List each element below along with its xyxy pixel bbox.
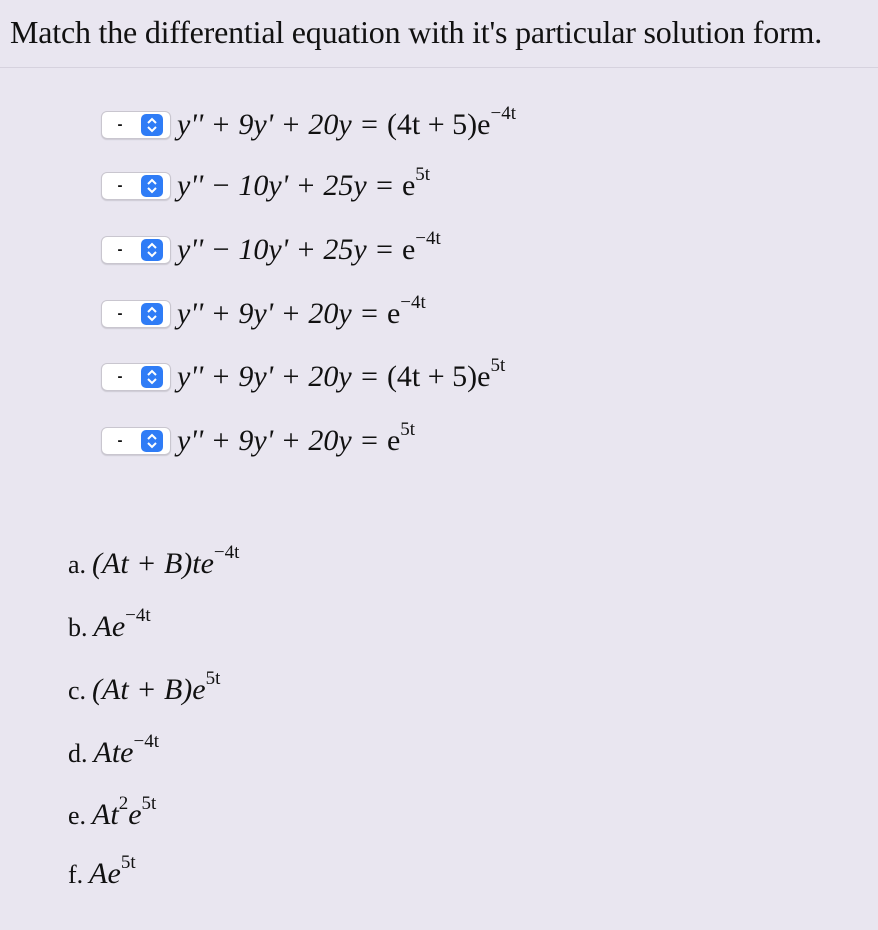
dropdown-value: - [117, 368, 123, 385]
up-down-chevron-icon [141, 366, 163, 388]
match-dropdown[interactable] [101, 427, 171, 455]
dropdown-value: - [117, 177, 123, 194]
up-down-chevron-icon [141, 114, 163, 136]
answer-option: c. $(At + B)e^{5t}$ [68, 668, 221, 706]
up-down-chevron-icon [141, 175, 163, 197]
equation: $y'' + 9y' + 20y = e^{-4t}$ [177, 292, 426, 330]
title-divider [0, 67, 878, 68]
equation-row [101, 164, 431, 204]
match-dropdown[interactable] [101, 300, 171, 328]
answer-option: f. $Ae^{5t}$ [68, 852, 136, 890]
equation: $y'' + 9y' + 20y = (4t + 5)e^{5t}$ [177, 355, 506, 393]
equation-row [101, 419, 416, 459]
dropdown-value: - [117, 116, 123, 133]
answer-option: e. $At^2e^{5t}$ [68, 793, 157, 831]
equation-row [101, 103, 516, 143]
match-dropdown[interactable] [101, 111, 171, 139]
up-down-chevron-icon [141, 303, 163, 325]
question-title: Match the differential equation with it's particular solution form. [10, 14, 823, 50]
dropdown-value: - [117, 432, 123, 449]
equation-row [101, 355, 506, 395]
answer-option: a. $(At + B)te^{-4t}$ [68, 542, 240, 580]
equation-row [101, 292, 426, 332]
match-dropdown[interactable] [101, 363, 171, 391]
match-dropdown[interactable] [101, 172, 171, 200]
equation-row [101, 228, 441, 268]
answer-option: d. Ate$^{-4t}$ [68, 731, 159, 769]
equation: $y'' + 9y' + 20y = (4t + 5)e^{-4t}$ [177, 103, 516, 141]
dropdown-value: - [117, 241, 123, 258]
equation: $y'' - 10y' + 25y = e^{5t}$ [177, 164, 431, 202]
answer-option: b. $Ae^{-4t}$ [68, 605, 151, 643]
up-down-chevron-icon [141, 430, 163, 452]
equation: $y'' + 9y' + 20y = e^{5t}$ [177, 419, 416, 457]
dropdown-value: - [117, 305, 123, 322]
up-down-chevron-icon [141, 239, 163, 261]
equation: $y'' - 10y' + 25y = e^{-4t}$ [177, 228, 441, 266]
match-dropdown[interactable] [101, 236, 171, 264]
